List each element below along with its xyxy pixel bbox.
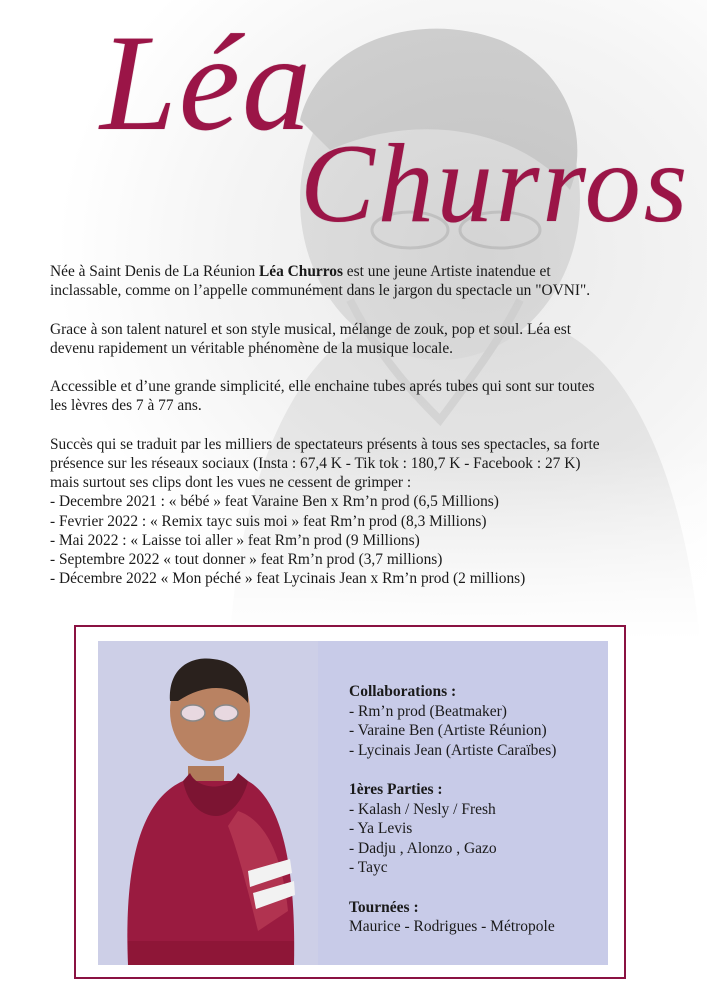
opening-act-item: - Ya Levis <box>349 820 413 838</box>
clip-list-item: - Mai 2022 : « Laisse toi aller » feat Rm’n prod (9 Millions) <box>50 531 420 549</box>
clip-list-item: - Fevrier 2022 : « Remix tayc suis moi » feat Rm’n prod (8,3 Millions) <box>50 512 487 530</box>
title-first-name: Léa <box>100 6 313 159</box>
bio-line: les lèvres des 7 à 77 ans. <box>50 397 202 415</box>
opening-acts-heading: 1ères Parties : <box>349 780 443 798</box>
info-panel <box>318 641 608 965</box>
clip-list-item: - Décembre 2022 « Mon péché » feat Lycinais Jean x Rm’n prod (2 millions) <box>50 570 526 588</box>
bio-line: présence sur les réseaux sociaux (Insta : 67,4 K - Tik tok : 180,7 K - Facebook : 27 K) <box>50 454 581 472</box>
bio-line: Succès qui se traduit par les milliers de spectateurs présents à tous ses spectacles, sa forte <box>50 435 600 453</box>
collaboration-item: - Rm’n prod (Beatmaker) <box>349 702 507 720</box>
artist-name-bold: Léa Churros <box>259 263 343 280</box>
artist-photo <box>98 641 318 965</box>
opening-act-item: - Dadju , Alonzo , Gazo <box>349 839 497 857</box>
bio-paragraph-style <box>50 320 670 358</box>
opening-act-item: - Tayc <box>349 859 388 877</box>
bio-paragraph-success <box>50 435 670 589</box>
bio-line: devenu rapidement un véritable phénomène de la musique locale. <box>50 339 453 357</box>
bio-line: mais surtout ses clips dont les vues ne cessent de grimper : <box>50 474 412 492</box>
collaborations-heading: Collaborations : <box>349 683 457 700</box>
bio-line: Grace à son talent naturel et son style musical, mélange de zouk, pop et soul. Léa est <box>50 320 571 338</box>
bio-line: Accessible et d’une grande simplicité, elle enchaine tubes aprés tubes qui sont sur toutes <box>50 378 595 396</box>
bio-line: inclassable, comme on l’appelle communément dans le jargon du spectacle un "OVNI". <box>50 282 591 300</box>
bio-paragraph-intro <box>50 262 670 300</box>
tours-heading: Tournées : <box>349 898 419 916</box>
collaboration-item: - Varaine Ben (Artiste Réunion) <box>349 722 547 740</box>
title-last-name: Churros <box>300 122 691 246</box>
clip-list-item: - Decembre 2021 : « bébé » feat Varaine Ben x Rm’n prod (6,5 Millions) <box>50 493 499 511</box>
artist-photo-illustration <box>98 641 318 965</box>
bio-paragraph-accessible <box>50 377 670 415</box>
tours-list: Maurice - Rodrigues - Métropole <box>349 918 555 936</box>
opening-act-item: - Kalash / Nesly / Fresh <box>349 800 496 818</box>
info-text <box>349 682 556 937</box>
bio-line: Née à Saint Denis de La Réunion Léa Churros est une jeune Artiste inatendue et <box>50 263 551 280</box>
collaboration-item: - Lycinais Jean (Artiste Caraïbes) <box>349 741 557 759</box>
title-block <box>0 0 707 260</box>
clip-list-item: - Septembre 2022 « tout donner » feat Rm’n prod (3,7 millions) <box>50 551 443 568</box>
biography <box>50 262 670 588</box>
info-card <box>74 625 626 979</box>
